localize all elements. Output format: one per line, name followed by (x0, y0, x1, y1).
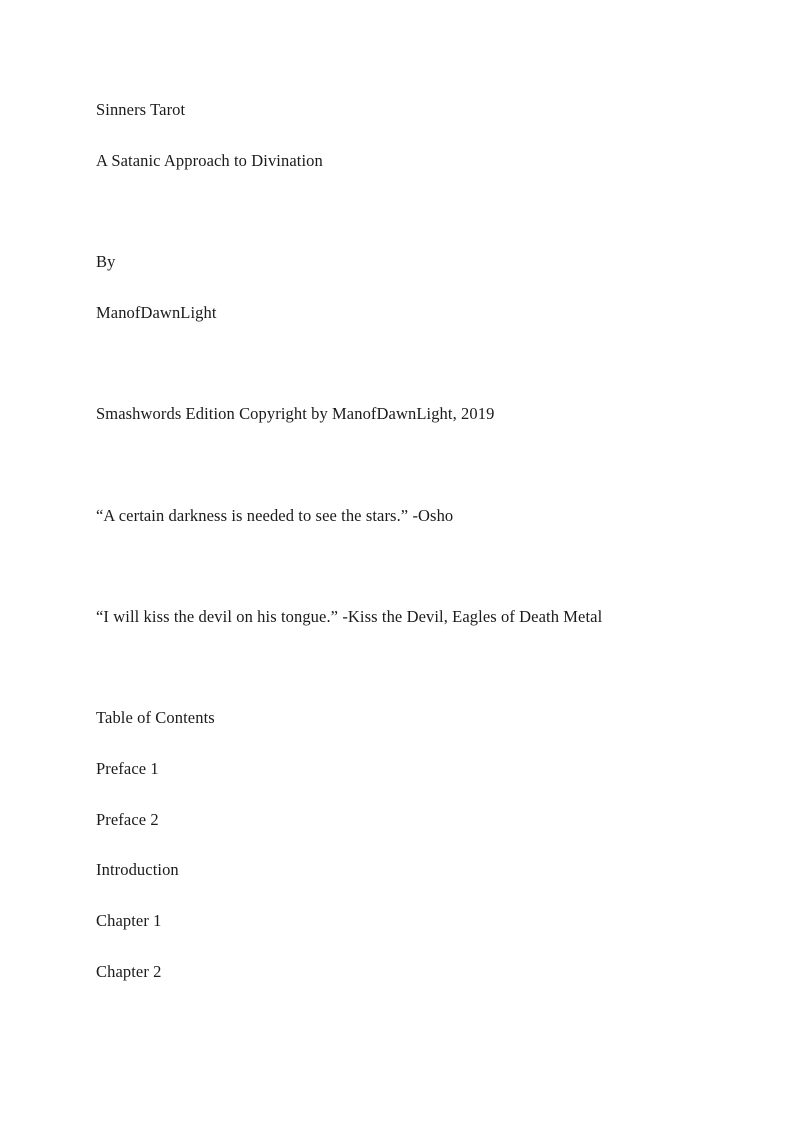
book-title: Sinners Tarot (96, 100, 186, 119)
toc-entry-preface-2[interactable]: Preface 2 (96, 809, 159, 829)
author-name: ManofDawnLight (96, 302, 217, 322)
spacer (96, 339, 733, 390)
spacer (96, 440, 733, 491)
spacer (96, 186, 733, 237)
toc-heading: Table of Contents (96, 708, 215, 728)
toc-entry-chapter-1[interactable]: Chapter 1 (96, 911, 162, 931)
copyright-line: Smashwords Edition Copyright by ManofDawnLight, 2019 (96, 404, 495, 424)
toc-entry-preface-1[interactable]: Preface 1 (96, 759, 159, 779)
quote-osho: “A certain darkness is needed to see the stars.” -Osho (96, 505, 454, 525)
spacer (96, 541, 733, 592)
byline-label: By (96, 252, 116, 272)
book-subtitle: A Satanic Approach to Divination (96, 150, 323, 170)
quote-eagles-of-death-metal: “I will kiss the devil on his tongue.” -Kiss the Devil, Eagles of Death Metal (96, 606, 603, 626)
spacer (96, 643, 733, 694)
toc-entry-chapter-2[interactable]: Chapter 2 (96, 961, 162, 981)
toc-entry-introduction[interactable]: Introduction (96, 860, 179, 880)
